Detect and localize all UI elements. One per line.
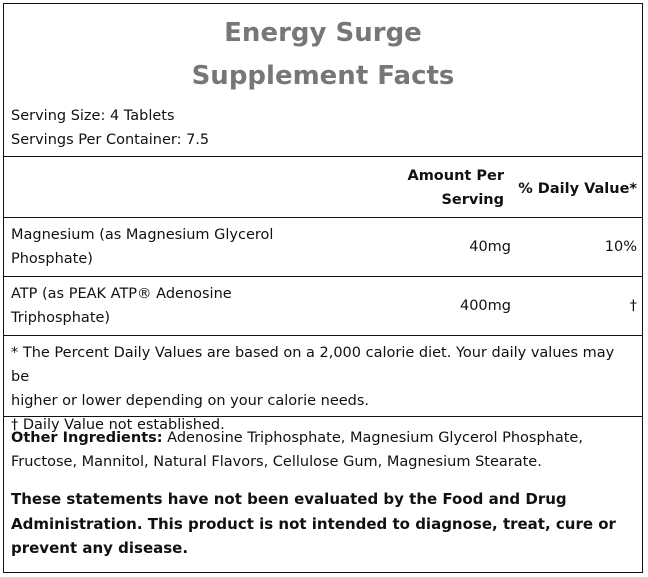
nutrient-name-line2: Phosphate) — [11, 251, 93, 267]
footnotes — [4, 336, 642, 433]
amount-header — [4, 157, 504, 217]
serving-size: Serving Size: 4 Tablets — [11, 108, 175, 124]
amount-header-line2: Serving — [441, 192, 504, 208]
servings-per-container: Servings Per Container: 7.5 — [11, 132, 210, 148]
nutrient-amount: 40mg — [469, 239, 511, 255]
serving-info — [4, 98, 642, 152]
disclaimer-line1: These statements have not been evaluated by the Food and Drug — [11, 490, 567, 508]
daily-value-header: % Daily Value* — [518, 181, 637, 197]
table-row — [4, 218, 642, 276]
footnote-dagger: † Daily Value not established. — [11, 417, 225, 433]
nutrient-name-line1: Magnesium (as Magnesium Glycerol — [11, 227, 274, 243]
amount-header-line1: Amount Per — [407, 168, 504, 184]
nutrient-daily-value: † — [629, 298, 637, 314]
nutrient-daily-value: 10% — [604, 239, 637, 255]
disclaimer-line3: prevent any disease. — [11, 539, 189, 557]
nutrient-name-line1: ATP (as PEAK ATP® Adenosine — [11, 286, 232, 302]
disclaimer-line2: Administration. This product is not intended to diagnose, treat, cure or — [11, 514, 616, 533]
nutrient-name — [4, 223, 351, 271]
panel-title: Supplement Facts — [191, 61, 455, 91]
nutrient-name-line2: Triphosphate) — [11, 310, 111, 326]
other-ingredients — [4, 417, 642, 474]
ingredients-text-line2: Fructose, Mannitol, Natural Flavors, Cellulose Gum, Magnesium Stearate. — [11, 454, 542, 470]
table-row — [4, 277, 642, 335]
product-name: Energy Surge — [224, 18, 422, 48]
nutrient-name — [4, 282, 351, 330]
nutrient-amount: 400mg — [459, 298, 511, 314]
footnote-daily-values: * The Percent Daily Values are based on a 2,000 calorie diet. Your daily values may be — [11, 345, 615, 385]
ingredients-text-line1: Adenosine Triphosphate, Magnesium Glycerol Phosphate, — [162, 430, 583, 446]
table-header — [4, 157, 642, 217]
footnote-daily-values-cont: higher or lower depending on your calorie needs. — [11, 393, 370, 409]
supplement-facts-panel — [3, 3, 643, 573]
fda-disclaimer — [4, 474, 642, 561]
ingredients-label: Other Ingredients: — [11, 430, 163, 446]
